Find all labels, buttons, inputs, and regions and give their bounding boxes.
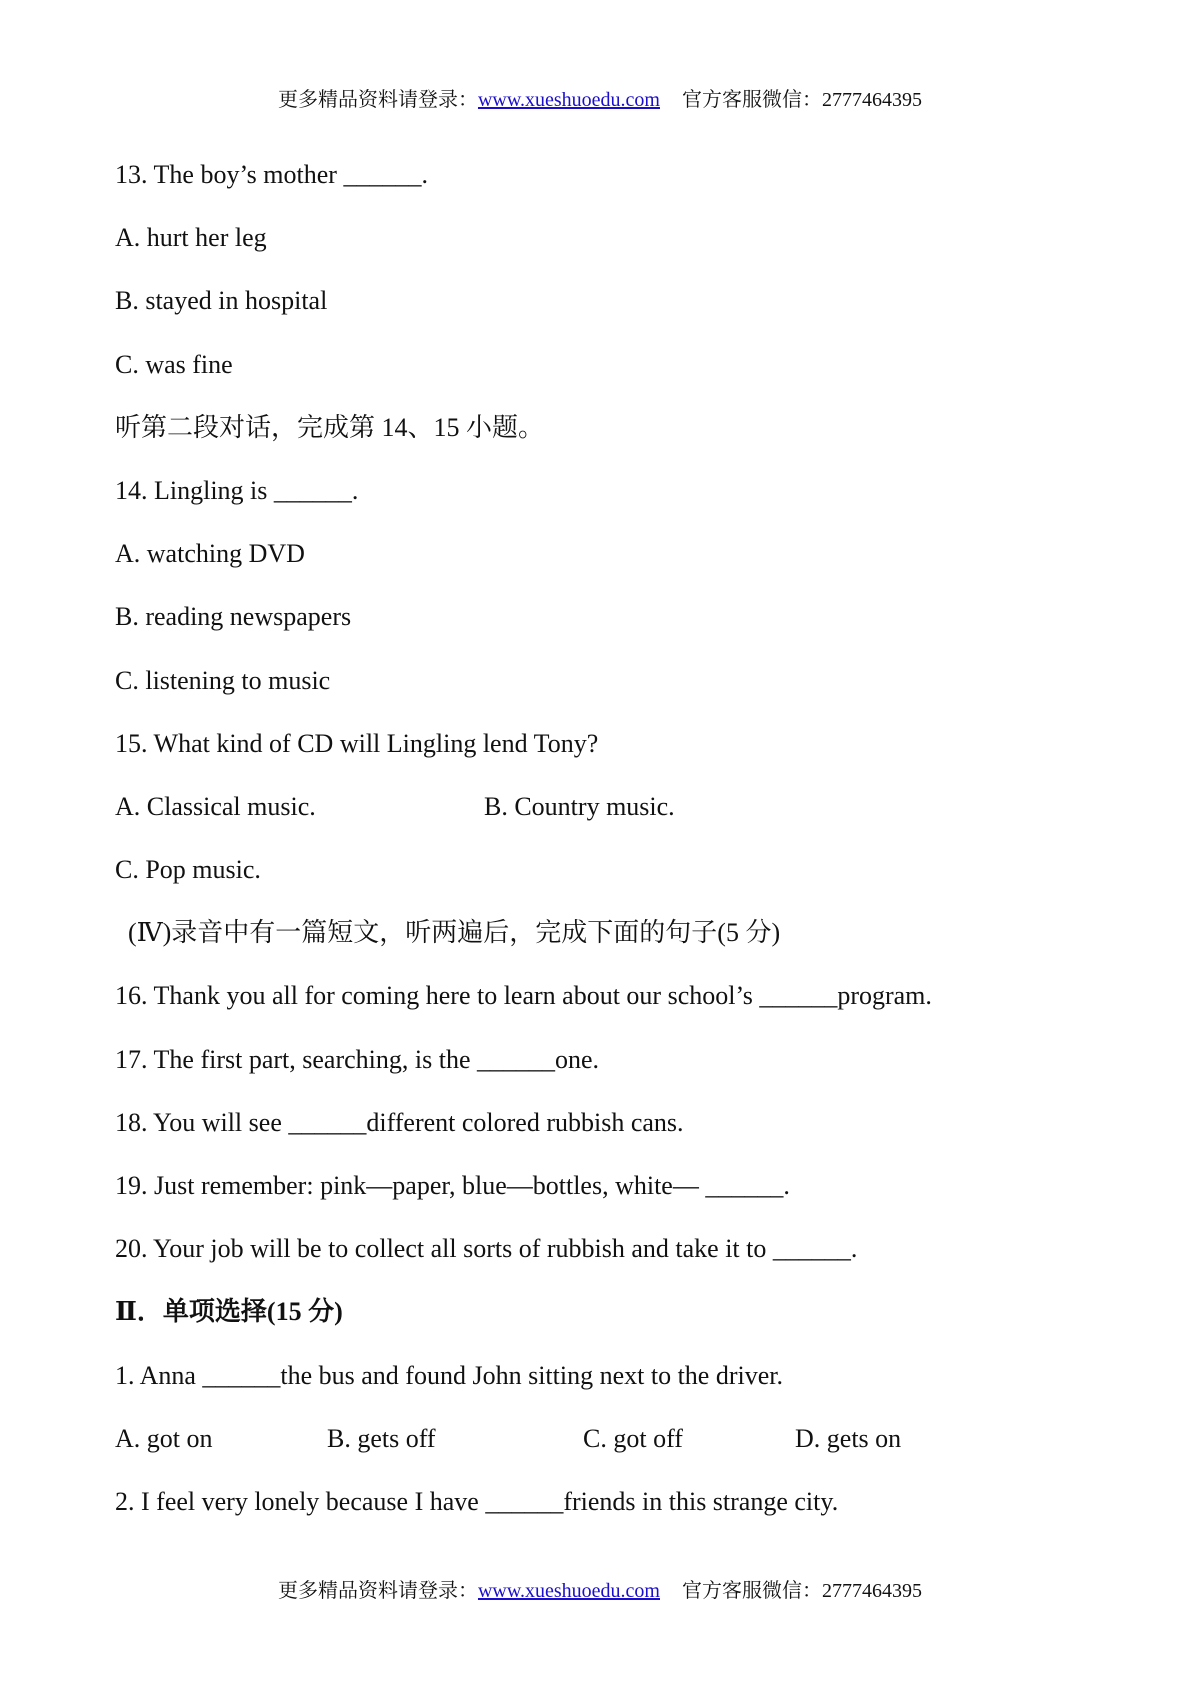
mc-question-1-options <box>115 1407 1155 1470</box>
question-18: 18. You will see ______different colored rubbish cans. <box>115 1107 684 1137</box>
question-13-option-a: A. hurt her leg <box>115 223 267 253</box>
question-14-option-c: C. listening to music <box>115 665 331 695</box>
part-4-instruction: (Ⅳ)录音中有一篇短文，听两遍后，完成下面的句子(5 分) <box>128 918 781 948</box>
question-19: 19. Just remember: pink—paper, blue—bottles, white— ______. <box>115 1171 790 1200</box>
section-ii-title: Ⅱ．单项选择(15 分) <box>115 1297 343 1327</box>
mc-question-1-option-a: A. got on <box>115 1423 213 1453</box>
question-15-option-b: B. Country music. <box>484 791 675 821</box>
question-20: 20. Your job will be to collect all sorts of rubbish and take it to ______. <box>115 1234 858 1264</box>
page-header <box>0 86 1200 114</box>
question-13-option-b: B. stayed in hospital <box>115 286 328 316</box>
mc-question-1: 1. Anna ______the bus and found John sitting next to the driver. <box>115 1360 783 1390</box>
mc-question-2: 2. I feel very lonely because I have ______friends in this strange city. <box>115 1486 839 1516</box>
question-14: 14. Lingling is ______. <box>115 475 359 505</box>
mc-question-1-option-d: D. gets on <box>795 1423 902 1453</box>
question-15: 15. What kind of CD will Lingling lend Tony? <box>115 728 599 758</box>
mc-question-1-option-b: B. gets off <box>327 1423 436 1453</box>
question-16: 16. Thank you all for coming here to learn about our school’s ______program. <box>115 981 932 1011</box>
question-13-option-c: C. was fine <box>115 349 233 379</box>
question-17: 17. The first part, searching, is the ______one. <box>115 1044 600 1074</box>
dialogue-2-instruction: 听第二段对话，完成第 14、15 小题。 <box>115 412 545 442</box>
mc-question-1-option-c: C. got off <box>583 1423 683 1453</box>
worksheet-body <box>115 143 1155 1533</box>
header-website-link[interactable]: www.xueshuoedu.com <box>477 89 660 111</box>
question-14-option-a: A. watching DVD <box>115 539 305 569</box>
footer-website-link[interactable]: www.xueshuoedu.com <box>477 1580 660 1602</box>
footer-prefix: 更多精品资料请登录： <box>277 1580 478 1602</box>
question-14-option-b: B. reading newspapers <box>115 602 352 632</box>
question-15-option-a: A. Classical music. <box>115 791 316 821</box>
question-15-options-ab <box>115 775 1155 838</box>
footer-wechat: 官方客服微信：2777464395 <box>682 1580 922 1602</box>
question-15-option-c: C. Pop music. <box>115 855 261 885</box>
header-wechat: 官方客服微信：2777464395 <box>682 89 922 111</box>
header-prefix: 更多精品资料请登录： <box>277 89 478 111</box>
question-13: 13. The boy’s mother ______. <box>115 160 428 189</box>
page-footer <box>0 1577 1200 1605</box>
